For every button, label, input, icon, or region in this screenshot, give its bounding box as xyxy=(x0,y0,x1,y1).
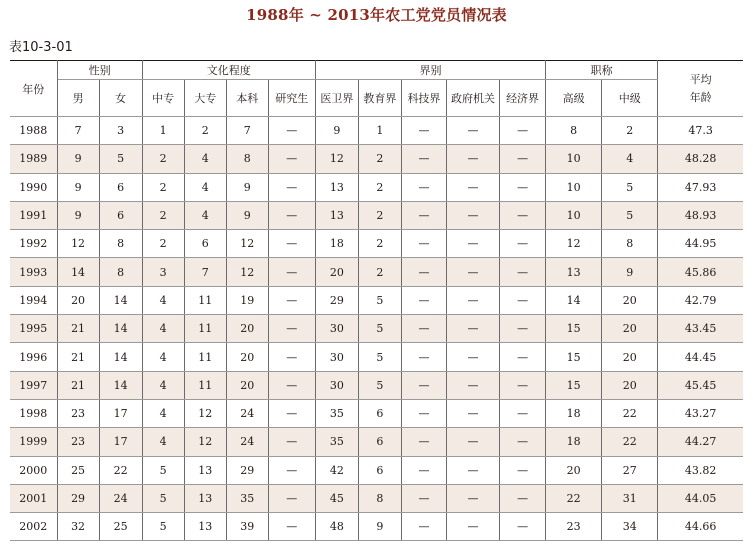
cell-jiaoyu: 6 xyxy=(358,456,401,484)
cell-jingji: — xyxy=(500,343,546,371)
cell-gaoji: 20 xyxy=(546,456,602,484)
cell-jingji: — xyxy=(500,230,546,258)
cell-zhengfu: — xyxy=(446,117,499,145)
cell-male: 23 xyxy=(57,428,99,456)
header-keji: 科技界 xyxy=(401,80,446,117)
cell-male: 23 xyxy=(57,399,99,427)
cell-yanjiusheng: — xyxy=(268,230,315,258)
cell-benke: 9 xyxy=(226,201,268,229)
cell-jingji: — xyxy=(500,315,546,343)
cell-keji: — xyxy=(401,428,446,456)
cell-avg-age: 44.45 xyxy=(658,343,743,371)
cell-keji: — xyxy=(401,173,446,201)
cell-zhongji: 2 xyxy=(602,117,658,145)
cell-zhongji: 5 xyxy=(602,173,658,201)
table-row xyxy=(10,315,743,343)
cell-male: 12 xyxy=(57,230,99,258)
cell-gaoji: 18 xyxy=(546,428,602,456)
header-zhongzhuan: 中专 xyxy=(142,80,184,117)
cell-zhengfu: — xyxy=(446,513,499,541)
header-avg-age-line1: 平均 xyxy=(689,72,712,86)
cell-jingji: — xyxy=(500,286,546,314)
cell-keji: — xyxy=(401,484,446,512)
header-zhongji: 中级 xyxy=(602,80,658,117)
cell-female: 6 xyxy=(99,201,142,229)
cell-avg-age: 44.66 xyxy=(658,513,743,541)
table-row xyxy=(10,201,743,229)
cell-female: 14 xyxy=(99,371,142,399)
table-row xyxy=(10,484,743,512)
cell-zhongji: 4 xyxy=(602,145,658,173)
cell-zhongzhuan: 5 xyxy=(142,484,184,512)
cell-zhongzhuan: 3 xyxy=(142,258,184,286)
header-year: 年份 xyxy=(10,61,57,117)
header-yanjiusheng: 研究生 xyxy=(268,80,315,117)
cell-female: 3 xyxy=(99,117,142,145)
cell-dazhuan: 12 xyxy=(184,399,226,427)
cell-benke: 35 xyxy=(226,484,268,512)
cell-jiaoyu: 1 xyxy=(358,117,401,145)
cell-gaoji: 10 xyxy=(546,201,602,229)
cell-zhongji: 27 xyxy=(602,456,658,484)
header-zhengfu: 政府机关 xyxy=(446,80,499,117)
cell-dazhuan: 11 xyxy=(184,286,226,314)
cell-female: 8 xyxy=(99,258,142,286)
cell-dazhuan: 13 xyxy=(184,513,226,541)
cell-yiwei: 12 xyxy=(315,145,358,173)
table-number: 表10-3-01 xyxy=(9,40,73,55)
cell-yanjiusheng: — xyxy=(268,117,315,145)
cell-male: 25 xyxy=(57,456,99,484)
table-row xyxy=(10,399,743,427)
cell-female: 17 xyxy=(99,428,142,456)
cell-zhengfu: — xyxy=(446,201,499,229)
cell-dazhuan: 4 xyxy=(184,173,226,201)
cell-year: 1994 xyxy=(10,286,57,314)
cell-yiwei: 20 xyxy=(315,258,358,286)
cell-yanjiusheng: — xyxy=(268,456,315,484)
cell-jingji: — xyxy=(500,145,546,173)
header-education: 文化程度 xyxy=(142,61,315,80)
cell-zhengfu: — xyxy=(446,315,499,343)
cell-female: 5 xyxy=(99,145,142,173)
header-row-sub xyxy=(10,80,743,117)
cell-zhongji: 9 xyxy=(602,258,658,286)
cell-benke: 20 xyxy=(226,315,268,343)
cell-keji: — xyxy=(401,258,446,286)
header-male: 男 xyxy=(57,80,99,117)
cell-female: 6 xyxy=(99,173,142,201)
cell-zhongji: 20 xyxy=(602,315,658,343)
cell-dazhuan: 2 xyxy=(184,117,226,145)
cell-yiwei: 48 xyxy=(315,513,358,541)
cell-gaoji: 12 xyxy=(546,230,602,258)
cell-zhengfu: — xyxy=(446,428,499,456)
header-row-group xyxy=(10,61,743,80)
cell-yiwei: 30 xyxy=(315,315,358,343)
cell-male: 14 xyxy=(57,258,99,286)
cell-yiwei: 42 xyxy=(315,456,358,484)
cell-yanjiusheng: — xyxy=(268,173,315,201)
cell-jingji: — xyxy=(500,173,546,201)
cell-zhongzhuan: 5 xyxy=(142,513,184,541)
header-avg-age xyxy=(658,61,743,117)
header-gender: 性别 xyxy=(57,61,142,80)
table-row xyxy=(10,343,743,371)
cell-year: 1995 xyxy=(10,315,57,343)
cell-avg-age: 47.93 xyxy=(658,173,743,201)
cell-dazhuan: 7 xyxy=(184,258,226,286)
cell-keji: — xyxy=(401,371,446,399)
cell-zhongzhuan: 5 xyxy=(142,456,184,484)
cell-jingji: — xyxy=(500,513,546,541)
cell-year: 1997 xyxy=(10,371,57,399)
cell-yanjiusheng: — xyxy=(268,258,315,286)
cell-avg-age: 42.79 xyxy=(658,286,743,314)
cell-yanjiusheng: — xyxy=(268,484,315,512)
cell-yiwei: 29 xyxy=(315,286,358,314)
header-title-rank: 职称 xyxy=(546,61,658,80)
header-female: 女 xyxy=(99,80,142,117)
cell-gaoji: 10 xyxy=(546,173,602,201)
cell-keji: — xyxy=(401,145,446,173)
header-yiwei: 医卫界 xyxy=(315,80,358,117)
cell-jiaoyu: 8 xyxy=(358,484,401,512)
cell-year: 1992 xyxy=(10,230,57,258)
cell-jingji: — xyxy=(500,117,546,145)
cell-jingji: — xyxy=(500,428,546,456)
cell-zhongji: 20 xyxy=(602,371,658,399)
table-row xyxy=(10,173,743,201)
party-member-table xyxy=(10,60,743,541)
cell-keji: — xyxy=(401,230,446,258)
cell-benke: 24 xyxy=(226,399,268,427)
cell-female: 14 xyxy=(99,286,142,314)
cell-male: 32 xyxy=(57,513,99,541)
cell-female: 17 xyxy=(99,399,142,427)
cell-zhongji: 22 xyxy=(602,428,658,456)
cell-yanjiusheng: — xyxy=(268,315,315,343)
cell-keji: — xyxy=(401,513,446,541)
cell-zhongzhuan: 4 xyxy=(142,371,184,399)
cell-benke: 39 xyxy=(226,513,268,541)
cell-jiaoyu: 5 xyxy=(358,371,401,399)
cell-gaoji: 14 xyxy=(546,286,602,314)
cell-avg-age: 43.45 xyxy=(658,315,743,343)
cell-keji: — xyxy=(401,117,446,145)
cell-zhongzhuan: 4 xyxy=(142,428,184,456)
cell-yanjiusheng: — xyxy=(268,371,315,399)
header-gaoji: 高级 xyxy=(546,80,602,117)
cell-female: 24 xyxy=(99,484,142,512)
cell-zhengfu: — xyxy=(446,173,499,201)
cell-benke: 12 xyxy=(226,258,268,286)
cell-zhengfu: — xyxy=(446,371,499,399)
cell-avg-age: 44.27 xyxy=(658,428,743,456)
cell-zhongji: 20 xyxy=(602,343,658,371)
cell-female: 14 xyxy=(99,343,142,371)
document-title: 1988年 ~ 2013年农工党党员情况表 xyxy=(246,6,507,24)
cell-jingji: — xyxy=(500,399,546,427)
cell-zhongzhuan: 4 xyxy=(142,286,184,314)
cell-benke: 24 xyxy=(226,428,268,456)
cell-yiwei: 18 xyxy=(315,230,358,258)
cell-avg-age: 45.86 xyxy=(658,258,743,286)
cell-yiwei: 9 xyxy=(315,117,358,145)
cell-zhongzhuan: 4 xyxy=(142,399,184,427)
cell-zhongji: 5 xyxy=(602,201,658,229)
table-row xyxy=(10,117,743,145)
cell-yiwei: 13 xyxy=(315,173,358,201)
cell-yanjiusheng: — xyxy=(268,201,315,229)
table-body xyxy=(10,117,743,541)
cell-zhongzhuan: 4 xyxy=(142,343,184,371)
cell-avg-age: 47.3 xyxy=(658,117,743,145)
cell-jiaoyu: 2 xyxy=(358,258,401,286)
cell-dazhuan: 13 xyxy=(184,456,226,484)
cell-female: 25 xyxy=(99,513,142,541)
cell-jiaoyu: 2 xyxy=(358,145,401,173)
cell-avg-age: 48.28 xyxy=(658,145,743,173)
cell-gaoji: 18 xyxy=(546,399,602,427)
cell-keji: — xyxy=(401,201,446,229)
cell-year: 1996 xyxy=(10,343,57,371)
cell-zhengfu: — xyxy=(446,343,499,371)
cell-yanjiusheng: — xyxy=(268,286,315,314)
cell-gaoji: 10 xyxy=(546,145,602,173)
cell-jingji: — xyxy=(500,484,546,512)
cell-yiwei: 30 xyxy=(315,371,358,399)
cell-male: 21 xyxy=(57,343,99,371)
cell-dazhuan: 11 xyxy=(184,371,226,399)
cell-year: 1991 xyxy=(10,201,57,229)
cell-zhongji: 34 xyxy=(602,513,658,541)
cell-zhongzhuan: 2 xyxy=(142,173,184,201)
cell-zhongji: 8 xyxy=(602,230,658,258)
cell-year: 1988 xyxy=(10,117,57,145)
cell-dazhuan: 11 xyxy=(184,315,226,343)
cell-male: 20 xyxy=(57,286,99,314)
cell-jiaoyu: 2 xyxy=(358,173,401,201)
cell-male: 21 xyxy=(57,315,99,343)
cell-yiwei: 30 xyxy=(315,343,358,371)
cell-jiaoyu: 5 xyxy=(358,315,401,343)
cell-year: 1989 xyxy=(10,145,57,173)
cell-gaoji: 8 xyxy=(546,117,602,145)
header-jiaoyu: 教育界 xyxy=(358,80,401,117)
cell-year: 1999 xyxy=(10,428,57,456)
table-row xyxy=(10,286,743,314)
cell-female: 8 xyxy=(99,230,142,258)
cell-year: 2002 xyxy=(10,513,57,541)
table-row xyxy=(10,513,743,541)
cell-benke: 20 xyxy=(226,343,268,371)
cell-zhengfu: — xyxy=(446,258,499,286)
header-sector: 界别 xyxy=(315,61,545,80)
cell-dazhuan: 13 xyxy=(184,484,226,512)
cell-keji: — xyxy=(401,456,446,484)
cell-gaoji: 23 xyxy=(546,513,602,541)
cell-zhengfu: — xyxy=(446,230,499,258)
cell-dazhuan: 4 xyxy=(184,145,226,173)
cell-male: 21 xyxy=(57,371,99,399)
cell-gaoji: 15 xyxy=(546,343,602,371)
cell-jiaoyu: 5 xyxy=(358,286,401,314)
cell-zhongzhuan: 1 xyxy=(142,117,184,145)
cell-year: 1993 xyxy=(10,258,57,286)
cell-keji: — xyxy=(401,399,446,427)
table-row xyxy=(10,428,743,456)
cell-benke: 29 xyxy=(226,456,268,484)
cell-female: 22 xyxy=(99,456,142,484)
cell-zhongzhuan: 4 xyxy=(142,315,184,343)
cell-jingji: — xyxy=(500,201,546,229)
cell-dazhuan: 12 xyxy=(184,428,226,456)
table-row xyxy=(10,230,743,258)
cell-female: 14 xyxy=(99,315,142,343)
cell-keji: — xyxy=(401,286,446,314)
cell-zhengfu: — xyxy=(446,145,499,173)
cell-yanjiusheng: — xyxy=(268,513,315,541)
cell-zhongji: 31 xyxy=(602,484,658,512)
header-benke: 本科 xyxy=(226,80,268,117)
cell-gaoji: 13 xyxy=(546,258,602,286)
cell-jingji: — xyxy=(500,371,546,399)
header-jingji: 经济界 xyxy=(500,80,546,117)
cell-benke: 8 xyxy=(226,145,268,173)
cell-male: 9 xyxy=(57,201,99,229)
cell-yiwei: 35 xyxy=(315,428,358,456)
cell-zhongzhuan: 2 xyxy=(142,230,184,258)
cell-year: 1998 xyxy=(10,399,57,427)
cell-yanjiusheng: — xyxy=(268,399,315,427)
cell-avg-age: 44.05 xyxy=(658,484,743,512)
cell-yiwei: 35 xyxy=(315,399,358,427)
cell-gaoji: 15 xyxy=(546,315,602,343)
cell-avg-age: 45.45 xyxy=(658,371,743,399)
cell-keji: — xyxy=(401,315,446,343)
cell-year: 1990 xyxy=(10,173,57,201)
cell-benke: 9 xyxy=(226,173,268,201)
cell-avg-age: 43.27 xyxy=(658,399,743,427)
table-row xyxy=(10,371,743,399)
cell-jiaoyu: 6 xyxy=(358,399,401,427)
cell-yanjiusheng: — xyxy=(268,145,315,173)
cell-avg-age: 43.82 xyxy=(658,456,743,484)
cell-male: 9 xyxy=(57,145,99,173)
cell-male: 29 xyxy=(57,484,99,512)
header-dazhuan: 大专 xyxy=(184,80,226,117)
cell-zhengfu: — xyxy=(446,286,499,314)
cell-keji: — xyxy=(401,343,446,371)
table-row xyxy=(10,258,743,286)
cell-jingji: — xyxy=(500,258,546,286)
cell-benke: 7 xyxy=(226,117,268,145)
cell-yanjiusheng: — xyxy=(268,428,315,456)
cell-yiwei: 13 xyxy=(315,201,358,229)
cell-year: 2000 xyxy=(10,456,57,484)
cell-zhongji: 22 xyxy=(602,399,658,427)
cell-zhongzhuan: 2 xyxy=(142,145,184,173)
cell-jiaoyu: 5 xyxy=(358,343,401,371)
cell-yiwei: 45 xyxy=(315,484,358,512)
cell-jiaoyu: 9 xyxy=(358,513,401,541)
cell-zhengfu: — xyxy=(446,484,499,512)
cell-gaoji: 22 xyxy=(546,484,602,512)
cell-male: 7 xyxy=(57,117,99,145)
cell-male: 9 xyxy=(57,173,99,201)
cell-gaoji: 15 xyxy=(546,371,602,399)
cell-jiaoyu: 6 xyxy=(358,428,401,456)
cell-zhengfu: — xyxy=(446,456,499,484)
cell-avg-age: 48.93 xyxy=(658,201,743,229)
cell-dazhuan: 4 xyxy=(184,201,226,229)
cell-zhongji: 20 xyxy=(602,286,658,314)
header-avg-age-line2: 年龄 xyxy=(689,90,712,104)
cell-zhengfu: — xyxy=(446,399,499,427)
cell-jiaoyu: 2 xyxy=(358,230,401,258)
cell-year: 2001 xyxy=(10,484,57,512)
cell-jingji: — xyxy=(500,456,546,484)
cell-yanjiusheng: — xyxy=(268,343,315,371)
cell-zhongzhuan: 2 xyxy=(142,201,184,229)
cell-dazhuan: 6 xyxy=(184,230,226,258)
cell-dazhuan: 11 xyxy=(184,343,226,371)
cell-benke: 12 xyxy=(226,230,268,258)
cell-avg-age: 44.95 xyxy=(658,230,743,258)
table-row xyxy=(10,456,743,484)
cell-benke: 20 xyxy=(226,371,268,399)
table-row xyxy=(10,145,743,173)
cell-jiaoyu: 2 xyxy=(358,201,401,229)
cell-benke: 19 xyxy=(226,286,268,314)
